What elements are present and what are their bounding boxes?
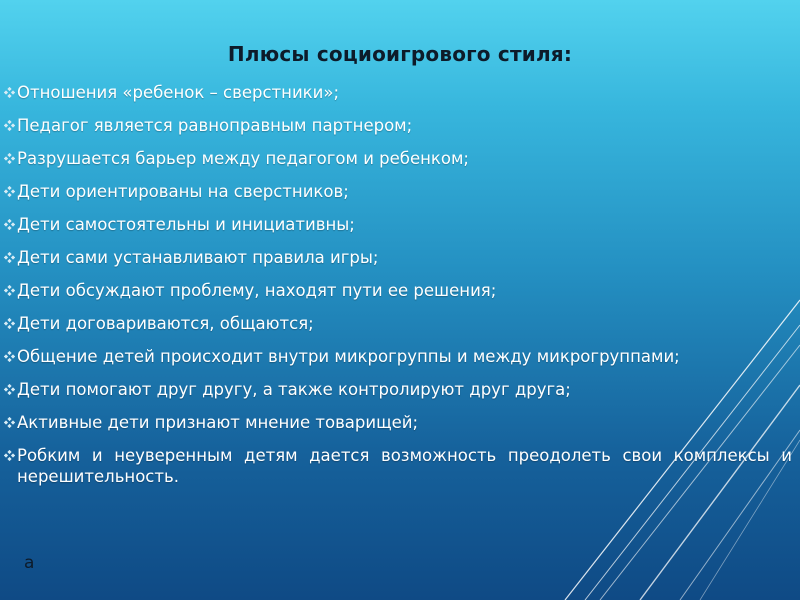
list-item <box>4 247 792 268</box>
list-item <box>4 181 792 202</box>
diamond-dots-bullet-icon <box>4 313 17 334</box>
diamond-dots-bullet-icon <box>4 148 17 169</box>
advantages-list <box>4 82 792 499</box>
diamond-dots-bullet-icon <box>4 181 17 202</box>
diamond-dots-bullet-icon <box>4 445 17 466</box>
list-item-text: Педагог является равноправным партнером; <box>17 116 413 135</box>
list-item-text: Разрушается барьер между педагогом и ребенком; <box>17 149 469 168</box>
list-item <box>4 445 792 487</box>
list-item <box>4 379 792 400</box>
list-item-text: Дети сами устанавливают правила игры; <box>17 248 379 267</box>
list-item <box>4 82 792 103</box>
list-item-text: Дети договариваются, общаются; <box>17 314 314 333</box>
list-item <box>4 214 792 235</box>
list-item-text: Робким и неуверенным детям дается возможность преодолеть свои комплексы и нерешительность. <box>17 446 792 486</box>
list-item <box>4 313 792 334</box>
footnote-text: а <box>24 553 35 573</box>
diamond-dots-bullet-icon <box>4 280 17 301</box>
list-item <box>4 346 792 367</box>
list-item-text: Активные дети признают мнение товарищей; <box>17 413 419 432</box>
diamond-dots-bullet-icon <box>4 247 17 268</box>
list-item <box>4 412 792 433</box>
diamond-dots-bullet-icon <box>4 346 17 367</box>
diamond-dots-bullet-icon <box>4 82 17 103</box>
diamond-dots-bullet-icon <box>4 412 17 433</box>
list-item-text: Дети обсуждают проблему, находят пути ее решения; <box>17 281 497 300</box>
diamond-dots-bullet-icon <box>4 379 17 400</box>
list-item-text: Дети ориентированы на сверстников; <box>17 182 349 201</box>
list-item <box>4 115 792 136</box>
list-item-text: Дети самостоятельны и инициативны; <box>17 215 355 234</box>
diamond-dots-bullet-icon <box>4 115 17 136</box>
list-item-text: Общение детей происходит внутри микрогруппы и между микрогруппами; <box>17 347 680 366</box>
list-item <box>4 148 792 169</box>
slide-title: Плюсы социоигрового стиля: <box>227 42 573 66</box>
list-item <box>4 280 792 301</box>
list-item-text: Дети помогают друг другу, а также контролируют друг друга; <box>17 380 571 399</box>
diamond-dots-bullet-icon <box>4 214 17 235</box>
list-item-text: Отношения «ребенок – сверстники»; <box>17 83 340 102</box>
